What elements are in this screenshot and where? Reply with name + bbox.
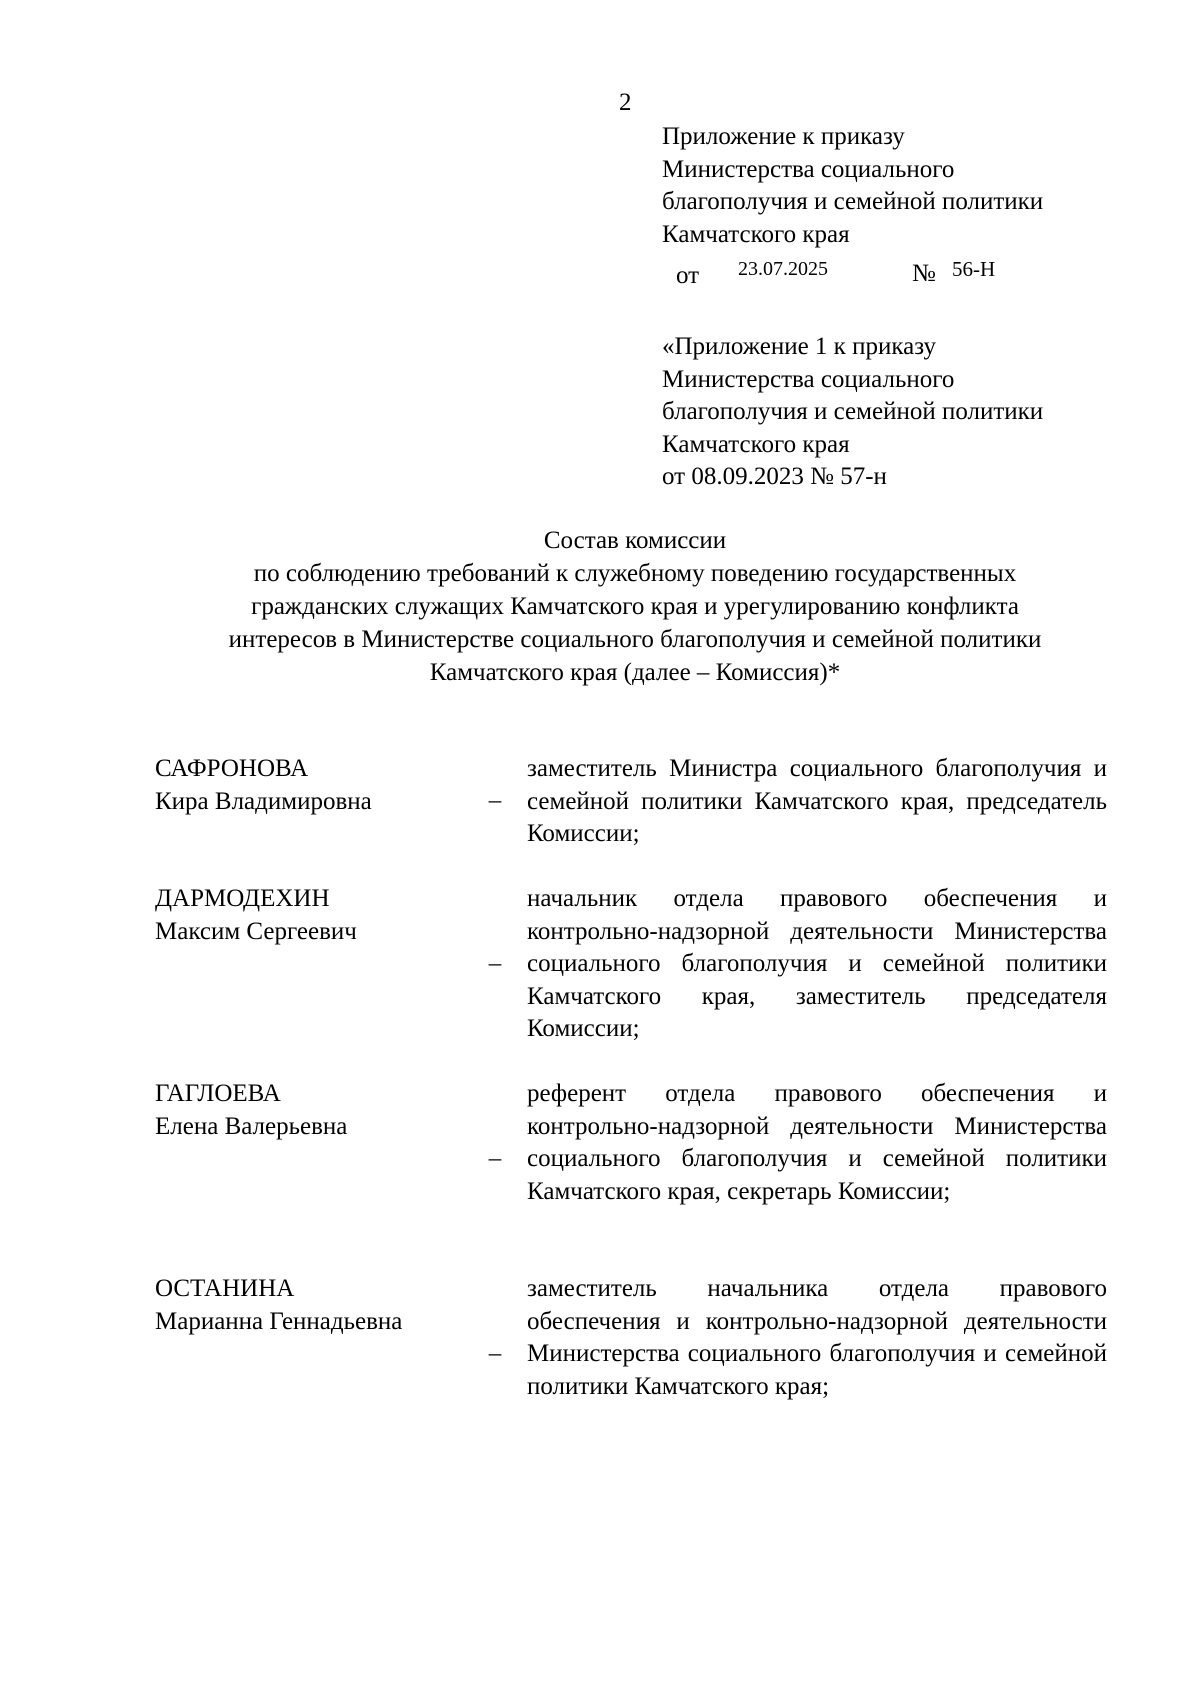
order-date-prefix: от: [676, 262, 700, 289]
document-title: [140, 524, 1130, 689]
title-line: по соблюдению требований к служебному поведению государственных: [253, 560, 1017, 587]
member-given-names: Марианна Геннадьевна: [155, 1307, 403, 1335]
member-surname: ОСТАНИНА: [155, 1275, 295, 1302]
quoted-appendix-line: Камчатского края: [662, 430, 850, 458]
member-surname: САФРОНОВА: [155, 755, 309, 782]
appendix-header: [662, 121, 1162, 291]
order-number: 56-Н: [952, 257, 996, 281]
member-surname: ДАРМОДЕХИН: [155, 885, 330, 912]
member-role: заместитель начальника отдела правового обеспечения и контрольно-надзорной деятельности Министерства социального благополучия и семейной политики Камчатского края;: [527, 1275, 1107, 1400]
member-name: [155, 753, 485, 818]
appendix-line: Приложение к приказу: [662, 123, 905, 150]
member-dash: –: [488, 787, 502, 814]
page-number: 2: [619, 89, 632, 116]
member-dash: –: [488, 1145, 502, 1172]
quoted-appendix-line: благополучия и семейной политики: [662, 398, 1044, 425]
order-date-number: [662, 251, 1162, 291]
order-number-sign: №: [912, 260, 936, 287]
appendix-line: Министерства социального: [662, 155, 955, 183]
title-line: интересов в Министерстве социального благополучия и семейной политики: [228, 626, 1042, 653]
quoted-appendix-line: Министерства социального: [662, 365, 955, 393]
title-line: Состав комиссии: [543, 527, 727, 554]
member-name: [155, 1078, 485, 1143]
member-surname: ГАГЛОЕВА: [155, 1080, 281, 1107]
member-role: заместитель Министра социального благополучия и семейной политики Камчатского края, председатель Комиссии;: [527, 755, 1107, 847]
member-dash: –: [488, 950, 502, 977]
order-date: 23.07.2025: [738, 258, 828, 280]
quoted-appendix-line: от 08.09.2023 № 57-н: [662, 463, 887, 490]
member-role: референт отдела правового обеспечения и контрольно-надзорной деятельности Министерства социального благополучия и семейной политики Камчатского края, секретарь Комиссии;: [527, 1080, 1107, 1205]
member-role: начальник отдела правового обеспечения и контрольно-надзорной деятельности Министерства социального благополучия и семейной политики Камчатского края, заместитель председателя Комиссии;: [527, 885, 1107, 1042]
title-line: гражданских служащих Камчатского края и урегулированию конфликта: [251, 593, 1019, 620]
member-name: [155, 883, 485, 948]
member-given-names: Кира Владимировна: [155, 787, 372, 815]
title-line: Камчатского края (далее – Комиссия)*: [429, 659, 841, 686]
member-given-names: Елена Валерьевна: [155, 1112, 348, 1140]
member-name: [155, 1273, 485, 1338]
quoted-appendix: [662, 331, 1162, 494]
appendix-line: Камчатского края: [662, 220, 850, 248]
appendix-line: благополучия и семейной политики: [662, 188, 1044, 215]
member-dash: –: [488, 1340, 502, 1367]
quoted-appendix-line: «Приложение 1 к приказу: [662, 333, 937, 360]
member-given-names: Максим Сергеевич: [155, 917, 357, 945]
